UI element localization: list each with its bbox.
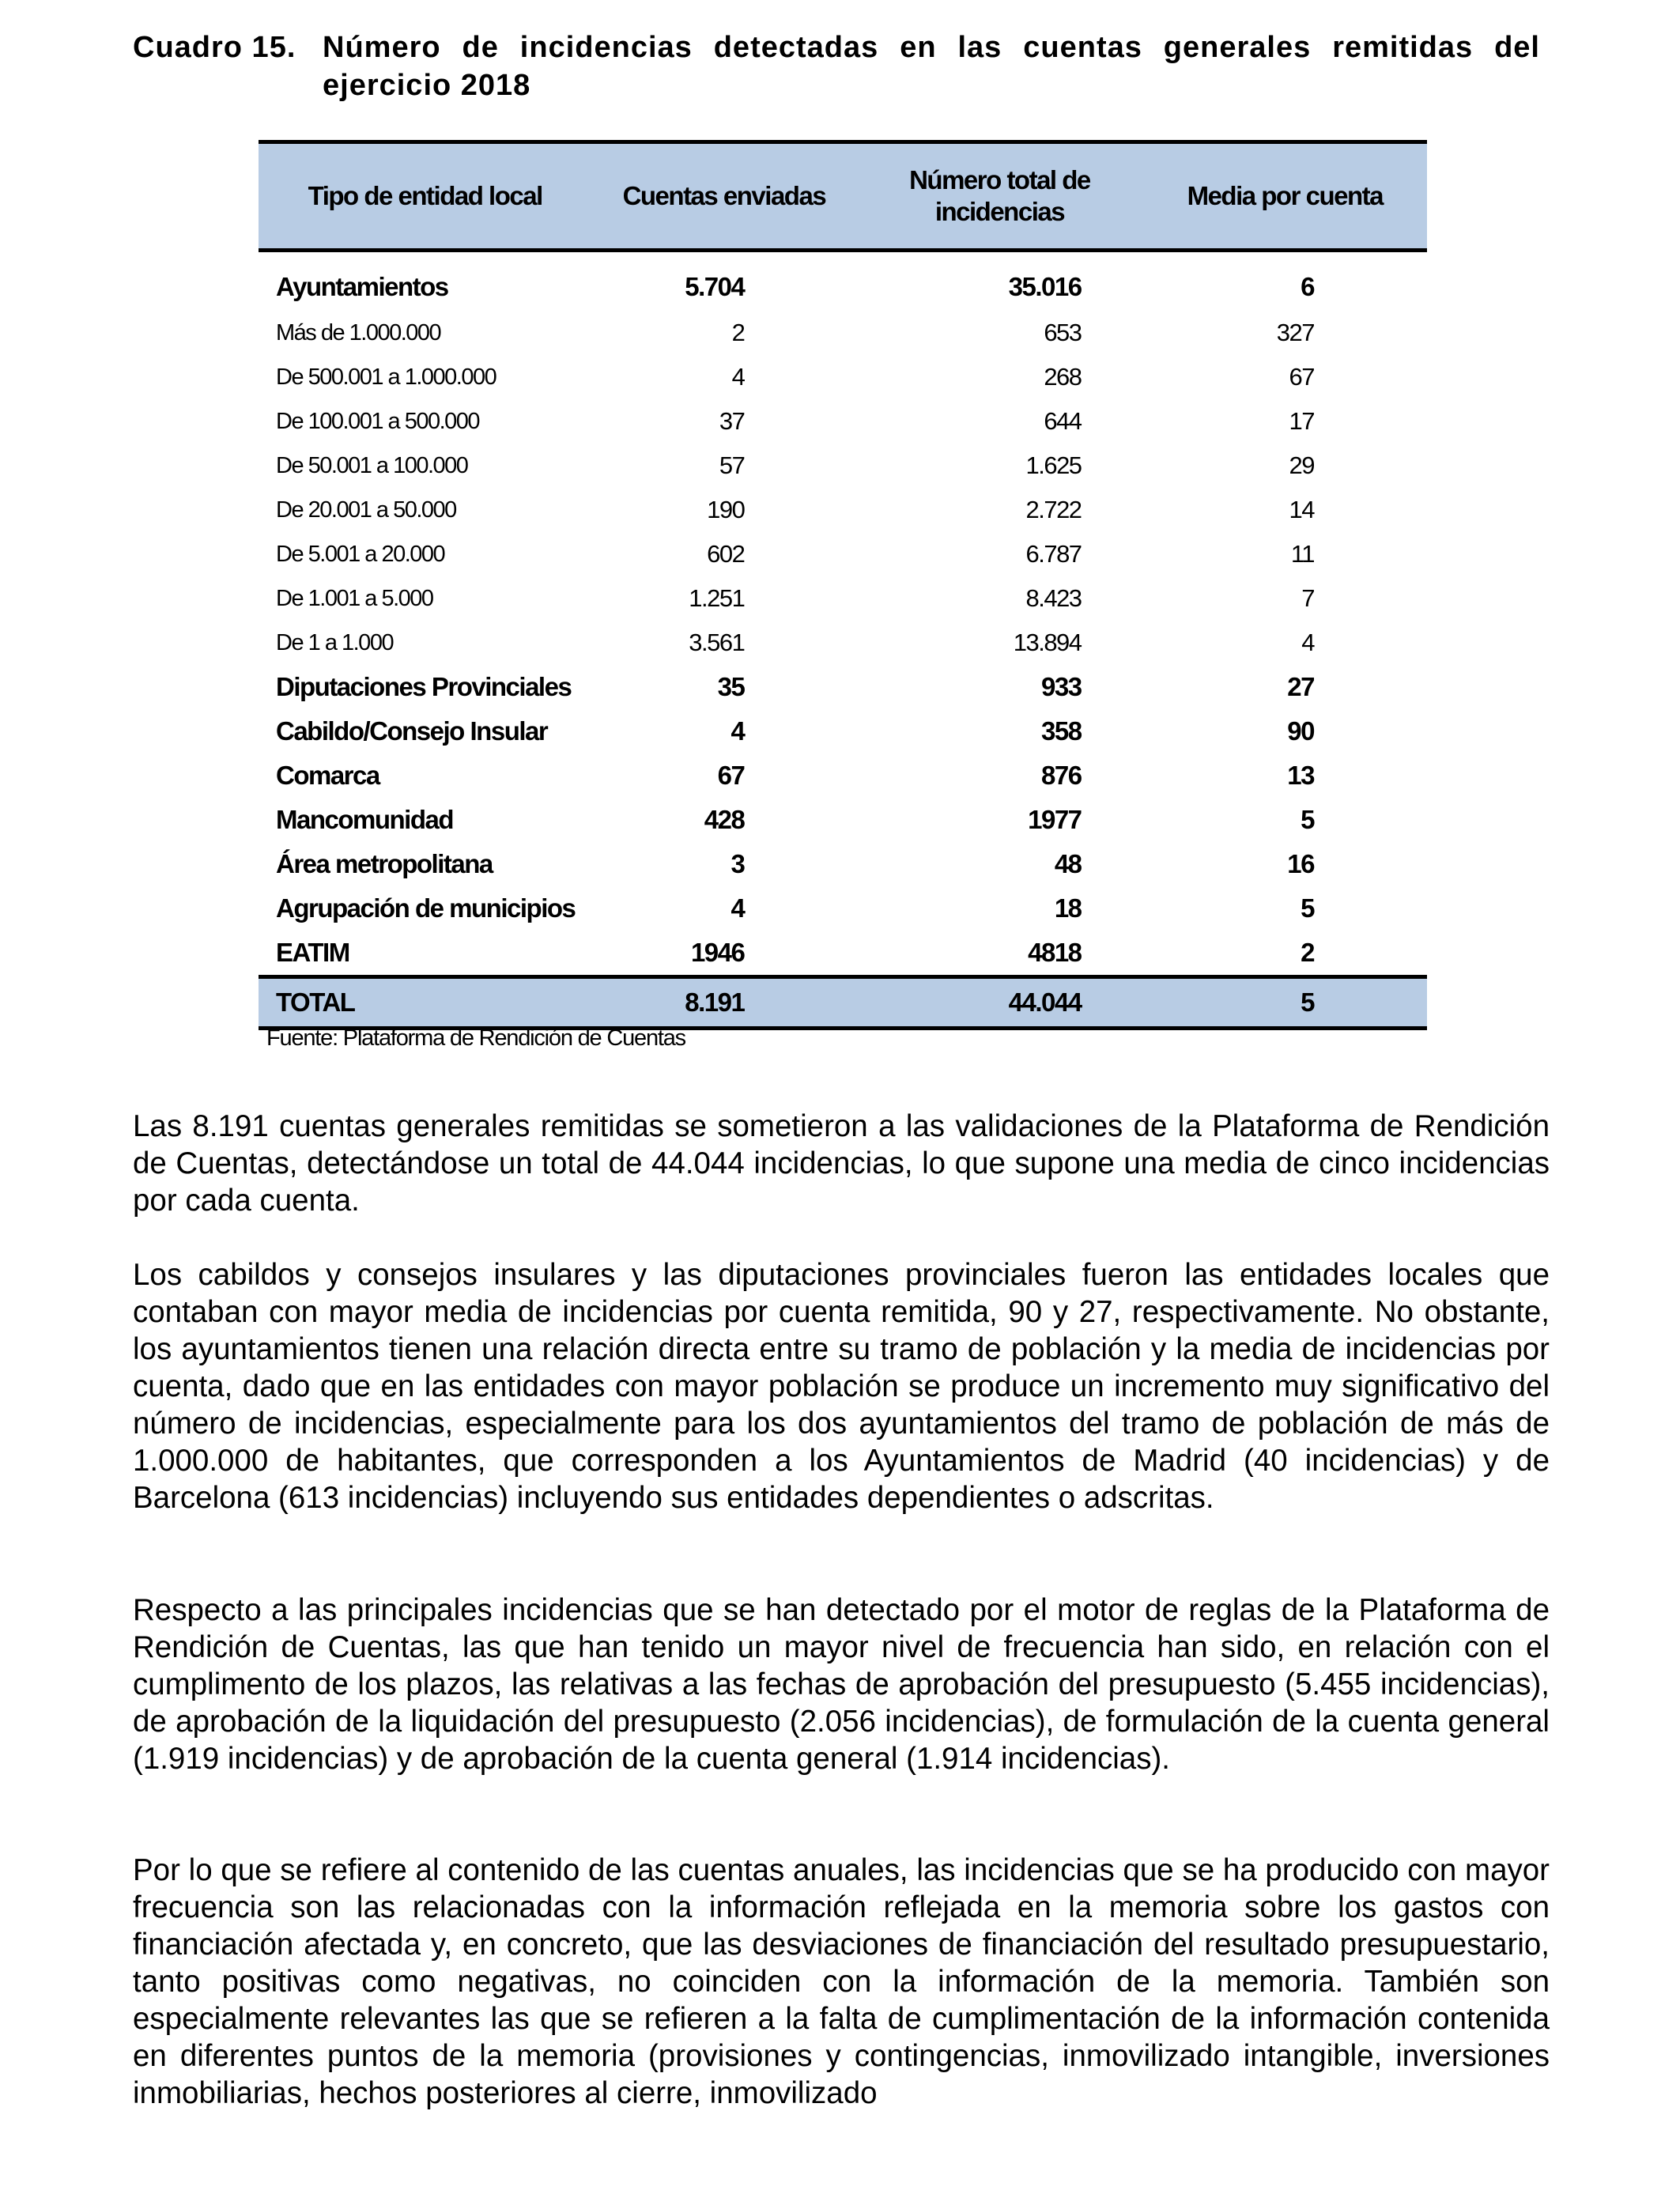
cell-tipo: De 5.001 a 20.000 (276, 541, 445, 567)
cell-media: 27 (1287, 672, 1314, 701)
cell-media: 16 (1287, 849, 1314, 878)
total-cell-tipo: TOTAL (259, 977, 591, 1029)
cell-incidencias: 18 (1054, 893, 1082, 923)
cell-tipo: Comarca (276, 761, 379, 790)
cell-incidencias: 653 (1044, 319, 1082, 346)
cell-tipo: De 1 a 1.000 (276, 629, 394, 655)
table-row (259, 355, 1427, 399)
cell-cuentas: 1946 (690, 938, 745, 967)
cell-incidencias: 2.722 (1025, 496, 1082, 523)
cell-incidencias: 1977 (1028, 805, 1082, 834)
table-row (259, 709, 1427, 753)
cell-tipo: Diputaciones Provinciales (276, 672, 572, 701)
cell-incidencias: 48 (1054, 849, 1082, 878)
cell-media: 13 (1287, 761, 1314, 790)
cell-tipo: De 50.001 a 100.000 (276, 452, 468, 478)
cell-media: 2 (1301, 938, 1314, 967)
header-media-cuenta: Media por cuenta (1143, 142, 1427, 251)
cell-cuentas: 190 (707, 496, 745, 523)
cell-media: 5 (1301, 893, 1314, 923)
cell-media: 14 (1289, 496, 1314, 523)
cell-incidencias: 6.787 (1025, 540, 1082, 568)
cell-incidencias: 8.423 (1025, 584, 1082, 612)
cell-cuentas: 35 (717, 672, 745, 701)
cell-media: 4 (1301, 629, 1314, 656)
cell-incidencias: 13.894 (1013, 629, 1082, 656)
cell-tipo: Mancomunidad (276, 805, 454, 834)
cell-cuentas: 1.251 (689, 584, 745, 612)
cell-tipo: Ayuntamientos (276, 272, 448, 301)
cell-cuentas: 57 (719, 451, 745, 479)
table-row (259, 251, 1427, 312)
cell-media: 7 (1301, 584, 1314, 612)
table-header-row (259, 142, 1427, 251)
incidencias-table (259, 140, 1427, 1030)
table-row (259, 665, 1427, 709)
cell-cuentas: 4 (731, 363, 745, 391)
paragraph-2: Los cabildos y consejos insulares y las diputaciones provinciales fueron las entidades locales que contaban con mayor media de incidencias por cuenta remitida, 90 y 27, respectivamente. No obstante, los ayuntamientos tienen una relación directa entre su tramo de población y la media de incidencias por cuenta, dado que en las entidades con mayor población se produce un incremento muy significativo del número de incidencias, especialmente para los dos ayuntamientos del tramo de población de más de 1.000.000 de habitantes, que corresponden a los Ayuntamientos de Madrid (40 incidencias) y de Barcelona (613 incidencias) incluyendo sus entidades dependientes o adscritas. (133, 1258, 1550, 1515)
cell-cuentas: 3 (731, 849, 745, 878)
cell-cuentas: 67 (717, 761, 745, 790)
cell-tipo: De 20.001 a 50.000 (276, 497, 456, 523)
table-row (259, 532, 1427, 576)
caption-number: Cuadro 15. (133, 31, 296, 64)
cell-media: 90 (1287, 716, 1314, 746)
cell-media: 11 (1290, 540, 1314, 568)
total-cell-cuentas: 8.191 (591, 977, 856, 1029)
paragraph-1: Las 8.191 cuentas generales remitidas se sometieron a las validaciones de la Plataforma de Rendición de Cuentas, detectándose un total de 44.044 incidencias, lo que supone una media de cinco incidencias por cada cuenta. (133, 1109, 1550, 1218)
table-row (259, 753, 1427, 798)
cell-tipo: De 100.001 a 500.000 (276, 408, 480, 434)
header-cuentas-enviadas: Cuentas enviadas (591, 142, 856, 251)
cell-tipo: Más de 1.000.000 (276, 319, 441, 346)
cell-tipo: Cabildo/Consejo Insular (276, 716, 548, 746)
cell-cuentas: 428 (704, 805, 745, 834)
table-caption (133, 28, 1540, 104)
paragraph-4: Por lo que se refiere al contenido de las cuentas anuales, las incidencias que se ha producido con mayor frecuencia son las relacionadas con la información reflejada en la memoria sobre los gastos con financiación afectada y, en concreto, que las desviaciones de financiación del resultado presupuestario, tanto positivas como negativas, no coinciden con la información de la memoria. También son especialmente relevantes las que se refieren a la falta de cumplimentación de la información contenida en diferentes puntos de la memoria (provisiones y contingencias, inmovilizado intangible, inversiones inmobiliarias, hechos posteriores al cierre, inmovilizado (133, 1853, 1550, 2110)
table-row (259, 798, 1427, 842)
table-total-row (259, 977, 1427, 1029)
cell-cuentas: 602 (707, 540, 745, 568)
cell-incidencias: 1.625 (1025, 451, 1082, 479)
cell-tipo: De 1.001 a 5.000 (276, 585, 433, 611)
cell-incidencias: 876 (1040, 761, 1082, 790)
total-cell-media: 5 (1143, 977, 1427, 1029)
caption-title: Número de incidencias detectadas en las cuentas generales remitidas del ejercicio 2018 (323, 31, 1540, 102)
cell-cuentas: 4 (731, 716, 745, 746)
cell-incidencias: 358 (1040, 716, 1082, 746)
cell-incidencias: 268 (1044, 363, 1082, 391)
cell-cuentas: 4 (731, 893, 745, 923)
header-tipo-entidad: Tipo de entidad local (259, 142, 591, 251)
cell-media: 6 (1301, 272, 1314, 301)
cell-incidencias: 933 (1040, 672, 1082, 701)
table-row (259, 311, 1427, 355)
cell-tipo: Área metropolitana (276, 849, 493, 878)
cell-cuentas: 37 (719, 407, 745, 435)
table-row (259, 931, 1427, 977)
cell-cuentas: 3.561 (689, 629, 745, 656)
table-row (259, 444, 1427, 488)
cell-media: 67 (1289, 363, 1314, 391)
table-row (259, 842, 1427, 886)
cell-incidencias: 35.016 (1008, 272, 1082, 301)
total-cell-incidencias: 44.044 (856, 977, 1142, 1029)
table-row (259, 488, 1427, 532)
table-row (259, 399, 1427, 444)
cell-media: 327 (1276, 319, 1314, 346)
header-numero-incidencias: Número total de incidencias (856, 142, 1142, 251)
cell-media: 29 (1289, 451, 1314, 479)
cell-tipo: Agrupación de municipios (276, 893, 576, 923)
cell-cuentas: 2 (731, 319, 745, 346)
table-source: Fuente: Plataforma de Rendición de Cuentas (266, 1025, 685, 1051)
paragraph-3: Respecto a las principales incidencias que se han detectado por el motor de reglas de la Plataforma de Rendición de Cuentas, las que han tenido un mayor nivel de frecuencia han sido, en relación con el cumplimento de los plazos, las relativas a las fechas de aprobación del presupuesto (5.455 incidencias), de aprobación de la liquidación del presupuesto (2.056 incidencias), de formulación de la cuenta general (1.919 incidencias) y de aprobación de la cuenta general (1.914 incidencias). (133, 1593, 1550, 1776)
cell-media: 5 (1301, 805, 1314, 834)
cell-tipo: EATIM (276, 938, 349, 967)
table-row (259, 886, 1427, 931)
cell-incidencias: 4818 (1028, 938, 1082, 967)
cell-media: 17 (1289, 407, 1314, 435)
cell-tipo: De 500.001 a 1.000.000 (276, 364, 496, 390)
table-row (259, 621, 1427, 665)
cell-incidencias: 644 (1044, 407, 1082, 435)
cell-cuentas: 5.704 (685, 272, 745, 301)
table-row (259, 576, 1427, 621)
